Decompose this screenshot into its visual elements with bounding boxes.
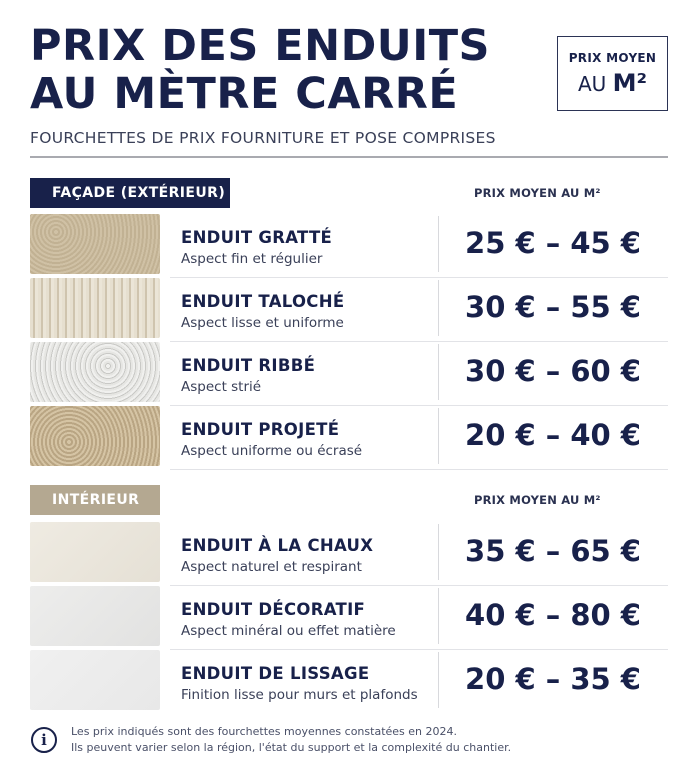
price-row-enduit-ribbe [30, 342, 668, 406]
page-title [30, 22, 530, 118]
column-header-facade: PRIX MOYEN AU M² [474, 186, 601, 200]
texture-swatch [30, 522, 160, 582]
product-description: Aspect fin et régulier [181, 251, 323, 267]
badge-top-text: PRIX MOYEN [568, 51, 657, 65]
price-range: 30 € – 55 € [465, 290, 641, 324]
product-name: ENDUIT GRATTÉ [181, 228, 333, 247]
product-name: ENDUIT RIBBÉ [181, 356, 316, 375]
product-name: ENDUIT DE LISSAGE [181, 664, 370, 683]
texture-swatch [30, 342, 160, 402]
texture-swatch [30, 586, 160, 646]
badge-unit: M² [612, 69, 648, 97]
product-description: Aspect lisse et uniforme [181, 315, 344, 331]
price-range: 40 € – 80 € [465, 598, 641, 632]
page-subtitle: FOURCHETTES DE PRIX FOURNITURE ET POSE COMPRISES [30, 129, 496, 147]
product-name: ENDUIT PROJETÉ [181, 420, 340, 439]
price-range: 35 € – 65 € [465, 534, 641, 568]
price-row-enduit-gratte [30, 214, 668, 278]
texture-swatch [30, 214, 160, 274]
product-description: Aspect uniforme ou écrasé [181, 443, 363, 459]
price-range: 25 € – 45 € [465, 226, 641, 260]
product-name: ENDUIT TALOCHÉ [181, 292, 345, 311]
price-row-enduit-taloche [30, 278, 668, 342]
badge-prefix: AU [577, 72, 607, 96]
footnote-line-2: Ils peuvent varier selon la région, l'état du support et la complexité du chantier. [71, 741, 512, 754]
texture-swatch [30, 406, 160, 466]
header-divider [30, 156, 668, 158]
texture-swatch [30, 650, 160, 710]
title-line-1: PRIX DES ENDUITS [30, 21, 491, 71]
product-description: Aspect strié [181, 379, 262, 395]
price-row-enduit-lissage [30, 650, 668, 714]
price-row-enduit-decoratif [30, 586, 668, 650]
price-range: 20 € – 40 € [465, 418, 641, 452]
footnote-line-1: Les prix indiqués sont des fourchettes moyennes constatées en 2024. [71, 725, 457, 738]
price-range: 20 € – 35 € [465, 662, 641, 696]
price-range: 30 € – 60 € [465, 354, 641, 388]
texture-swatch [30, 278, 160, 338]
product-description: Finition lisse pour murs et plafonds [181, 687, 418, 703]
price-row-enduit-chaux [30, 522, 668, 586]
row-separator [170, 469, 668, 470]
product-name: ENDUIT DÉCORATIF [181, 600, 366, 619]
column-header-interieur: PRIX MOYEN AU M² [474, 493, 601, 507]
product-description: Aspect minéral ou effet matière [181, 623, 396, 639]
section-label-facade: FAÇADE (EXTÉRIEUR) [30, 178, 230, 208]
title-line-2: AU MÈTRE CARRÉ [30, 69, 459, 119]
section-label-interieur: INTÉRIEUR [30, 485, 160, 515]
average-price-badge [557, 36, 668, 111]
badge-bottom-text [558, 69, 667, 97]
product-description: Aspect naturel et respirant [181, 559, 362, 575]
info-icon: i [31, 727, 57, 753]
product-name: ENDUIT À LA CHAUX [181, 536, 374, 555]
price-row-enduit-projete [30, 406, 668, 470]
